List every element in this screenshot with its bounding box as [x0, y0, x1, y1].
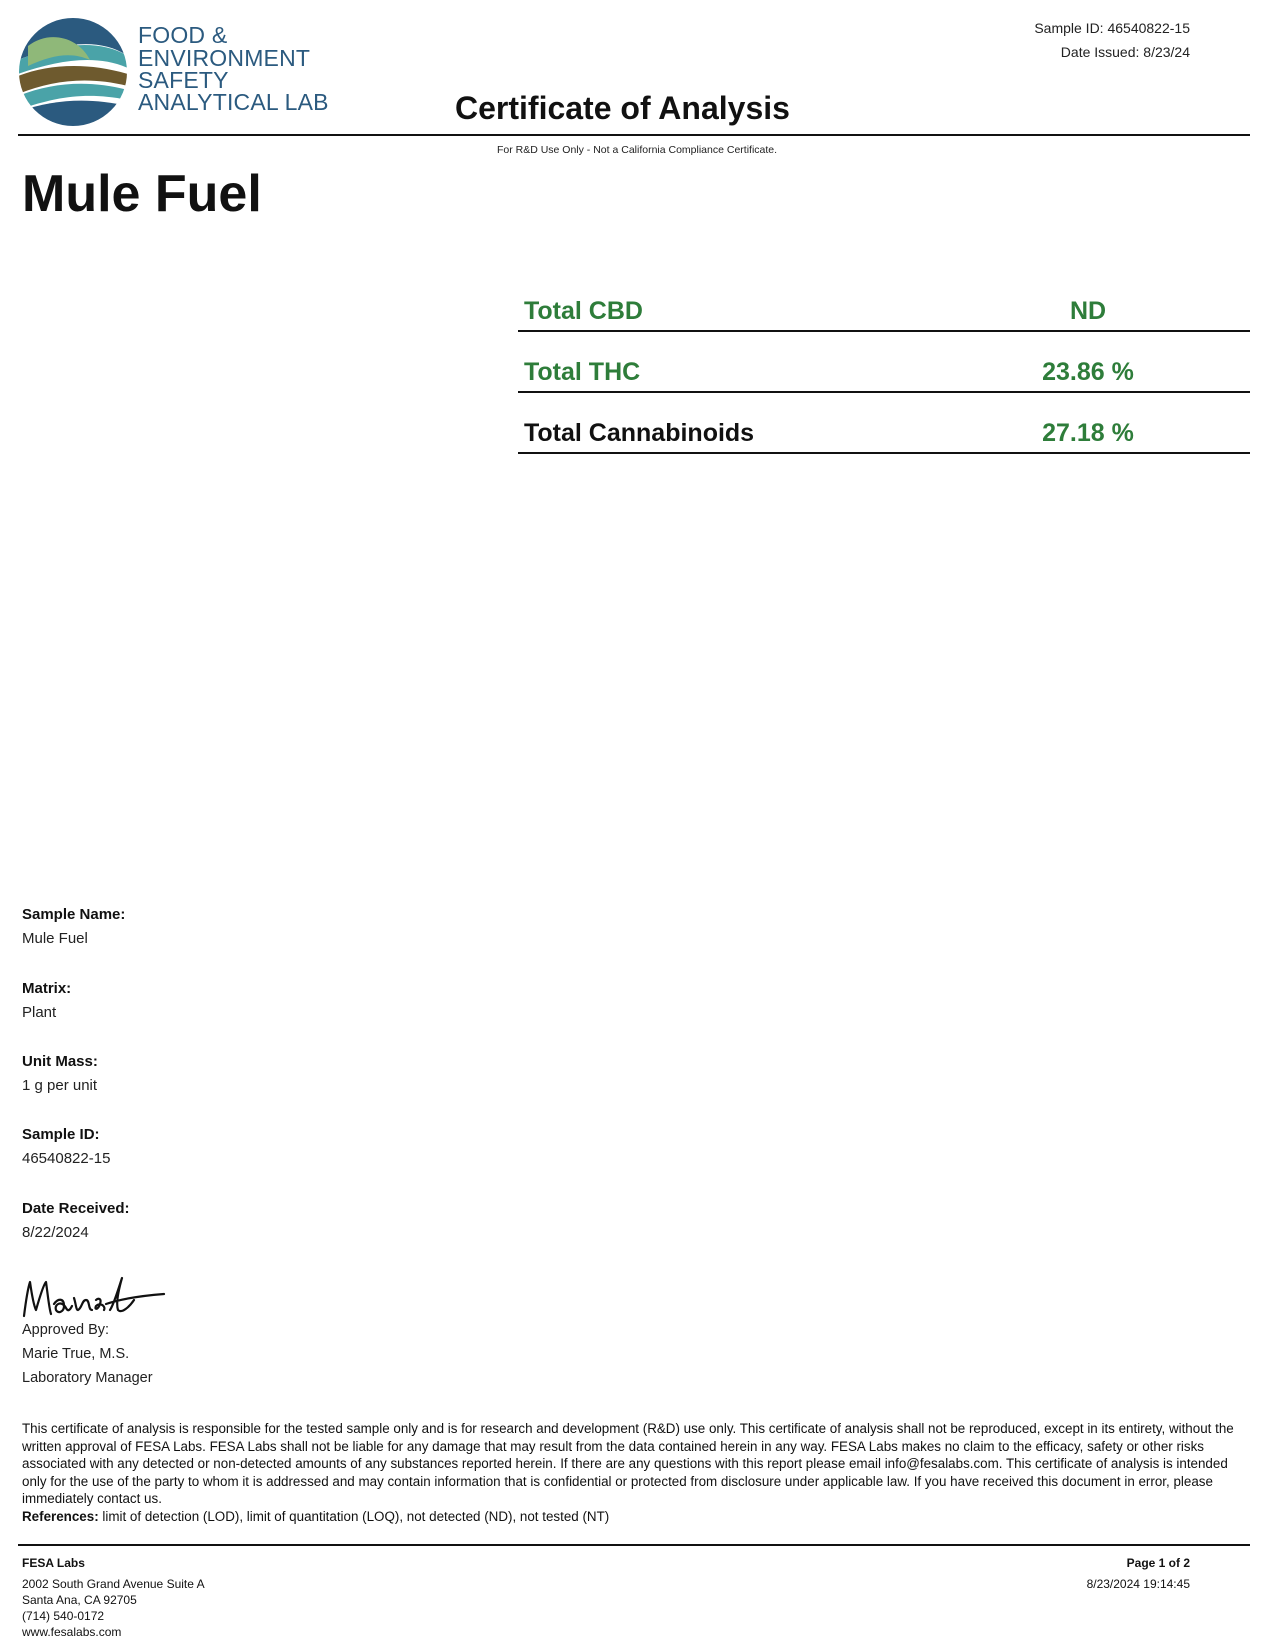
date-received-label: Date Received: [22, 1200, 130, 1217]
summary-divider [518, 330, 1250, 332]
summary-divider [518, 391, 1250, 393]
footer-timestamp: 8/23/2024 19:14:45 [1086, 1577, 1190, 1591]
footer-page-number: Page 1 of 2 [1126, 1556, 1190, 1570]
summary-row-total-cannabinoids [518, 398, 1250, 454]
summary-label: Total THC [524, 358, 641, 386]
logo-text-line: SAFETY [138, 67, 229, 93]
logo-text-line: FOOD & [138, 22, 228, 48]
unit-mass-label: Unit Mass: [22, 1053, 98, 1070]
compliance-disclaimer: For R&D Use Only - Not a California Compliance Certificate. [496, 144, 778, 156]
footer-website[interactable]: www.fesalabs.com [22, 1625, 122, 1639]
logo-text-line: ENVIRONMENT [138, 45, 311, 71]
summary-row-total-thc [518, 337, 1250, 393]
header-sample-id: Sample ID: 46540822-15 [1034, 20, 1190, 36]
summary-value: 23.86 % [1042, 358, 1134, 386]
footer-lab-name: FESA Labs [22, 1556, 85, 1570]
approver-name: Marie True, M.S. [22, 1346, 130, 1362]
matrix-label: Matrix: [22, 980, 72, 997]
summary-value: ND [1069, 297, 1107, 325]
sample-id-label: Sample ID: [22, 1126, 100, 1143]
summary-value: 27.18 % [1042, 419, 1134, 447]
signature-image [18, 1270, 168, 1326]
sample-id-value: 46540822-15 [22, 1150, 111, 1167]
sample-name-value: Mule Fuel [22, 930, 88, 947]
footer-address-line: 2002 South Grand Avenue Suite A [22, 1577, 205, 1591]
footer-phone: (714) 540-0172 [22, 1609, 105, 1623]
summary-label: Total Cannabinoids [524, 419, 755, 447]
footer-address-line: Santa Ana, CA 92705 [22, 1593, 137, 1607]
summary-row-total-cbd [518, 276, 1250, 332]
logo-text-line: ANALYTICAL LAB [138, 89, 329, 115]
document-title: Certificate of Analysis [455, 90, 790, 126]
sample-name-label: Sample Name: [22, 906, 126, 923]
approver-role: Laboratory Manager [22, 1370, 153, 1386]
references-text: limit of detection (LOD), limit of quantitation (LOQ), not detected (ND), not tested (NT) [102, 1509, 610, 1524]
header-divider [18, 134, 1250, 136]
summary-divider [518, 452, 1250, 454]
unit-mass-value: 1 g per unit [22, 1077, 98, 1094]
fesa-logo-icon [18, 16, 128, 128]
matrix-value: Plant [22, 1004, 57, 1021]
date-received-value: 8/22/2024 [22, 1224, 89, 1241]
product-name: Mule Fuel [22, 165, 262, 223]
references-label: References: [22, 1509, 99, 1524]
footer-divider [18, 1544, 1250, 1546]
summary-label: Total CBD [524, 297, 643, 325]
references [22, 1509, 609, 1524]
header-date-issued: Date Issued: 8/23/24 [1060, 44, 1190, 60]
legal-disclaimer: This certificate of analysis is responsible for the tested sample only and is for research and development (R&D) use only. This certificate of analysis shall not be reproduced, except in its entirety, without the written approval of FESA Labs. FESA Labs shall not be liable for any damage that may result from the data contained herein in any way. FESA Labs makes no claim to the efficacy, safety or other risks associated with any detected or non-detected amounts of any substances reported herein. If there are any questions with this report please email info@fesalabs.com. This certificate of analysis is intended only for the use of the party to whom it is addressed and may contain information that is confidential or protected from disclosure under applicable law. If you have received this document in error, please immediately contact us. [22, 1421, 1234, 1506]
approved-by-label: Approved By: [22, 1322, 110, 1338]
